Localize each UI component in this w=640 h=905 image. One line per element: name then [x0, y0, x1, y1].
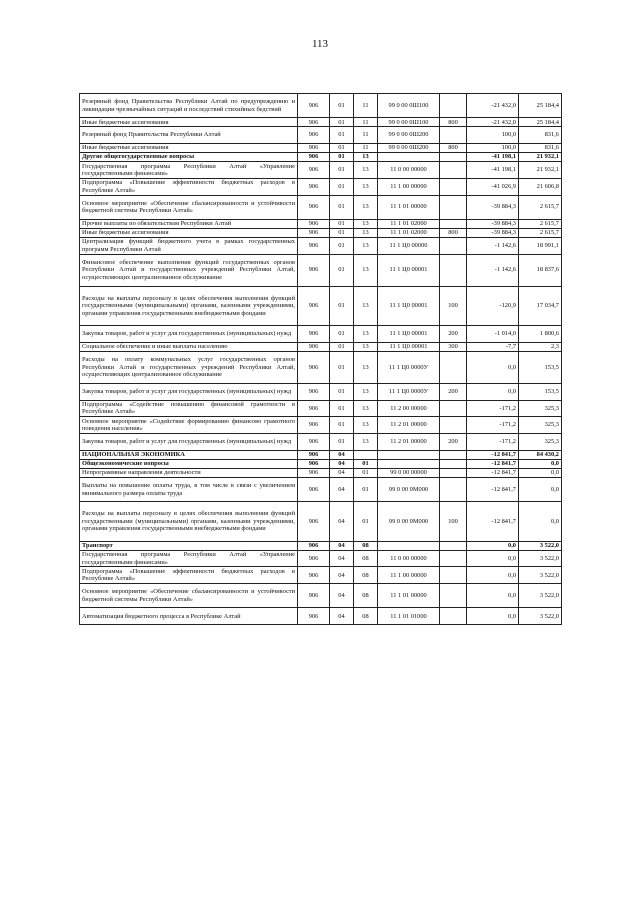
change-amount-cell: 0,0 [467, 351, 519, 383]
change-amount-cell: -12 841,7 [467, 468, 519, 477]
change-amount-cell: -12 841,7 [467, 459, 519, 468]
subsection-cell: 08 [354, 584, 378, 608]
subsection-cell [354, 450, 378, 459]
row-name-cell: Государственная программа Республики Алтай «Управление государственными финансами» [80, 550, 298, 567]
expense-type-cell [440, 584, 467, 608]
expense-type-cell: 200 [440, 433, 467, 450]
section-cell: 01 [330, 178, 354, 195]
change-amount-cell: 100,0 [467, 144, 519, 153]
total-amount-cell: 84 430,2 [519, 450, 562, 459]
table-row [80, 178, 562, 195]
change-amount-cell: -171,2 [467, 400, 519, 417]
section-cell: 01 [330, 94, 354, 118]
table-row [80, 567, 562, 584]
row-name-cell: Закупка товаров, работ и услуг для государственных (муниципальных) нужд [80, 383, 298, 400]
table-row [80, 459, 562, 468]
table-row [80, 342, 562, 351]
total-amount-cell: 831,6 [519, 127, 562, 144]
target-article-cell [378, 459, 440, 468]
row-name-cell: Иные бюджетные ассигнования [80, 144, 298, 153]
subsection-cell: 13 [354, 417, 378, 434]
subsection-cell: 11 [354, 127, 378, 144]
expense-type-cell [440, 417, 467, 434]
total-amount-cell: 25 184,4 [519, 118, 562, 127]
grbs-cell: 906 [298, 94, 330, 118]
table-row [80, 229, 562, 238]
section-cell: 04 [330, 477, 354, 501]
target-article-cell [378, 541, 440, 550]
grbs-cell: 906 [298, 433, 330, 450]
change-amount-cell: -41 198,1 [467, 162, 519, 179]
change-amount-cell: 0,0 [467, 541, 519, 550]
target-article-cell: 11 2 01 00000 [378, 433, 440, 450]
row-name-cell: Государственная программа Республики Алтай «Управление государственными финансами» [80, 162, 298, 179]
target-article-cell: 11 1 01 00000 [378, 195, 440, 219]
total-amount-cell: 1 800,6 [519, 326, 562, 343]
grbs-cell: 906 [298, 541, 330, 550]
grbs-cell: 906 [298, 195, 330, 219]
expense-type-cell: 800 [440, 144, 467, 153]
expense-type-cell [440, 195, 467, 219]
table-row [80, 254, 562, 286]
subsection-cell: 08 [354, 550, 378, 567]
row-name-cell: Социальное обеспечение и иные выплаты населению [80, 342, 298, 351]
subsection-cell: 08 [354, 567, 378, 584]
change-amount-cell: -39 884,3 [467, 229, 519, 238]
section-cell: 04 [330, 608, 354, 625]
table-row [80, 477, 562, 501]
grbs-cell: 906 [298, 342, 330, 351]
row-name-cell: Прочие выплаты по обязательствам Республики Алтай [80, 219, 298, 228]
subsection-cell: 13 [354, 286, 378, 326]
target-article-cell: 99 0 00 0М000 [378, 502, 440, 542]
target-article-cell: 11 1 01 01000 [378, 608, 440, 625]
table-row [80, 153, 562, 162]
total-amount-cell: 3 522,0 [519, 608, 562, 625]
expense-type-cell [440, 450, 467, 459]
section-cell: 01 [330, 118, 354, 127]
row-name-cell: Выплаты на повышение оплаты труда, в том числе в связи с увеличением минимального размера оплаты труда [80, 477, 298, 501]
budget-table [79, 93, 562, 625]
change-amount-cell: -171,2 [467, 417, 519, 434]
expense-type-cell: 800 [440, 118, 467, 127]
total-amount-cell: 3 522,0 [519, 584, 562, 608]
subsection-cell: 11 [354, 144, 378, 153]
subsection-cell: 13 [354, 219, 378, 228]
change-amount-cell: -7,7 [467, 342, 519, 351]
table-row [80, 608, 562, 625]
subsection-cell: 08 [354, 608, 378, 625]
table-row [80, 219, 562, 228]
section-cell: 01 [330, 326, 354, 343]
target-article-cell: 99 0 00 0Ш100 [378, 118, 440, 127]
change-amount-cell: 0,0 [467, 383, 519, 400]
change-amount-cell: -41 198,1 [467, 153, 519, 162]
grbs-cell: 906 [298, 351, 330, 383]
target-article-cell: 11 1 00 00000 [378, 178, 440, 195]
target-article-cell: 99 0 00 0Ш200 [378, 144, 440, 153]
section-cell: 01 [330, 162, 354, 179]
grbs-cell: 906 [298, 162, 330, 179]
target-article-cell: 99 0 00 00000 [378, 468, 440, 477]
table-row [80, 127, 562, 144]
row-name-cell: Транспорт [80, 541, 298, 550]
section-cell: 01 [330, 286, 354, 326]
subsection-cell: 13 [354, 400, 378, 417]
section-cell: 04 [330, 541, 354, 550]
table-row [80, 417, 562, 434]
table-row [80, 351, 562, 383]
target-article-cell [378, 450, 440, 459]
expense-type-cell [440, 468, 467, 477]
total-amount-cell: 3 522,0 [519, 567, 562, 584]
target-article-cell: 11 1 01 00000 [378, 584, 440, 608]
total-amount-cell: 0,0 [519, 468, 562, 477]
expense-type-cell [440, 608, 467, 625]
expense-type-cell: 200 [440, 383, 467, 400]
total-amount-cell: 2,3 [519, 342, 562, 351]
grbs-cell: 906 [298, 584, 330, 608]
total-amount-cell: 0,0 [519, 502, 562, 542]
target-article-cell: 11 0 00 00000 [378, 162, 440, 179]
row-name-cell: Финансовое обеспечение выполнения функций государственных органов Республики Алтай и государственных учреждений Республики Алтай, осуществляющих централизованное обслуживание [80, 254, 298, 286]
expense-type-cell [440, 162, 467, 179]
table-row [80, 118, 562, 127]
subsection-cell: 13 [354, 326, 378, 343]
table-row [80, 584, 562, 608]
table-row [80, 144, 562, 153]
grbs-cell: 906 [298, 567, 330, 584]
table-row [80, 468, 562, 477]
target-article-cell: 99 0 00 0М000 [378, 477, 440, 501]
table-row [80, 400, 562, 417]
expense-type-cell [440, 127, 467, 144]
section-cell: 04 [330, 550, 354, 567]
expense-type-cell [440, 567, 467, 584]
expense-type-cell [440, 94, 467, 118]
row-name-cell: Расходы на выплаты персоналу в целях обеспечения выполнения функций государственными (муниципальными) органами, казенными учреждениями, органами управления государственными внебюджетными фондами [80, 502, 298, 542]
table-row [80, 195, 562, 219]
total-amount-cell: 325,3 [519, 433, 562, 450]
subsection-cell: 13 [354, 433, 378, 450]
section-cell: 04 [330, 584, 354, 608]
change-amount-cell: -12 841,7 [467, 450, 519, 459]
expense-type-cell [440, 153, 467, 162]
subsection-cell: 13 [354, 254, 378, 286]
expense-type-cell [440, 550, 467, 567]
grbs-cell: 906 [298, 153, 330, 162]
change-amount-cell: -1 142,6 [467, 254, 519, 286]
change-amount-cell: -41 026,9 [467, 178, 519, 195]
subsection-cell: 13 [354, 238, 378, 255]
expense-type-cell: 100 [440, 502, 467, 542]
target-article-cell: 11 1 Ц0 00001 [378, 326, 440, 343]
target-article-cell: 11 1 Ц0 00001 [378, 342, 440, 351]
change-amount-cell: -39 884,3 [467, 195, 519, 219]
subsection-cell: 13 [354, 351, 378, 383]
expense-type-cell [440, 459, 467, 468]
subsection-cell: 13 [354, 162, 378, 179]
change-amount-cell: -171,2 [467, 433, 519, 450]
section-cell: 04 [330, 459, 354, 468]
row-name-cell: Подпрограмма «Повышение эффективности бюджетных расходов в Республике Алтай» [80, 178, 298, 195]
table-row [80, 541, 562, 550]
row-name-cell: Основное мероприятие «Обеспечение сбалансированности и устойчивости бюджетной системы Республики Алтай» [80, 195, 298, 219]
grbs-cell: 906 [298, 417, 330, 434]
row-name-cell: Подпрограмма «Содействие повышению финансовой грамотности в Республике Алтай» [80, 400, 298, 417]
row-name-cell: Основное мероприятие «Содействие формированию финансово грамотного поведения населения» [80, 417, 298, 434]
grbs-cell: 906 [298, 468, 330, 477]
grbs-cell: 906 [298, 550, 330, 567]
total-amount-cell: 831,6 [519, 144, 562, 153]
total-amount-cell: 3 522,0 [519, 550, 562, 567]
section-cell: 04 [330, 468, 354, 477]
target-article-cell: 11 1 Ц0 0000У [378, 383, 440, 400]
target-article-cell: 11 1 01 02000 [378, 229, 440, 238]
expense-type-cell [440, 400, 467, 417]
change-amount-cell: 0,0 [467, 567, 519, 584]
subsection-cell: 13 [354, 342, 378, 351]
grbs-cell: 906 [298, 127, 330, 144]
table-row [80, 238, 562, 255]
row-name-cell: Иные бюджетные ассигнования [80, 118, 298, 127]
grbs-cell: 906 [298, 326, 330, 343]
row-name-cell: Резервный фонд Правительства Республики Алтай по предупреждению и ликвидации чрезвычайных ситуаций и последствий стихийных бедствий [80, 94, 298, 118]
row-name-cell: Непрограммные направления деятельности [80, 468, 298, 477]
change-amount-cell: 100,0 [467, 127, 519, 144]
row-name-cell: Расходы на оплату коммунальных услуг государственных органов Республики Алтай и государственных учреждений Республики Алтай, осуществляющих централизованное обслуживание [80, 351, 298, 383]
grbs-cell: 906 [298, 118, 330, 127]
target-article-cell: 11 1 Ц0 0000У [378, 351, 440, 383]
change-amount-cell: -21 432,0 [467, 118, 519, 127]
section-cell: 01 [330, 153, 354, 162]
total-amount-cell: 0,0 [519, 459, 562, 468]
expense-type-cell [440, 254, 467, 286]
row-name-cell: НАЦИОНАЛЬНАЯ ЭКОНОМИКА [80, 450, 298, 459]
table-row [80, 550, 562, 567]
subsection-cell: 13 [354, 153, 378, 162]
target-article-cell: 99 0 00 0Ш100 [378, 94, 440, 118]
change-amount-cell: -12 841,7 [467, 477, 519, 501]
section-cell: 01 [330, 144, 354, 153]
change-amount-cell: -39 884,3 [467, 219, 519, 228]
change-amount-cell: -1 014,0 [467, 326, 519, 343]
expense-type-cell [440, 477, 467, 501]
row-name-cell: Основное мероприятие «Обеспечение сбалансированности и устойчивости бюджетной системы Республики Алтай» [80, 584, 298, 608]
section-cell: 01 [330, 219, 354, 228]
expense-type-cell [440, 541, 467, 550]
row-name-cell: Закупка товаров, работ и услуг для государственных (муниципальных) нужд [80, 326, 298, 343]
change-amount-cell: -120,9 [467, 286, 519, 326]
subsection-cell: 01 [354, 477, 378, 501]
total-amount-cell: 21 932,1 [519, 162, 562, 179]
grbs-cell: 906 [298, 502, 330, 542]
table-row [80, 162, 562, 179]
section-cell: 01 [330, 254, 354, 286]
grbs-cell: 906 [298, 238, 330, 255]
section-cell: 01 [330, 127, 354, 144]
target-article-cell: 11 2 00 00000 [378, 400, 440, 417]
section-cell: 01 [330, 351, 354, 383]
section-cell: 01 [330, 229, 354, 238]
total-amount-cell: 325,3 [519, 417, 562, 434]
subsection-cell: 08 [354, 541, 378, 550]
change-amount-cell: -12 841,7 [467, 502, 519, 542]
target-article-cell: 99 0 00 0Ш200 [378, 127, 440, 144]
subsection-cell: 01 [354, 459, 378, 468]
grbs-cell: 906 [298, 254, 330, 286]
expense-type-cell: 200 [440, 326, 467, 343]
grbs-cell: 906 [298, 608, 330, 625]
table-row [80, 383, 562, 400]
subsection-cell: 13 [354, 178, 378, 195]
target-article-cell [378, 153, 440, 162]
total-amount-cell: 21 932,1 [519, 153, 562, 162]
grbs-cell: 906 [298, 400, 330, 417]
subsection-cell: 13 [354, 195, 378, 219]
section-cell: 01 [330, 342, 354, 351]
section-cell: 04 [330, 567, 354, 584]
table-row [80, 286, 562, 326]
row-name-cell: Иные бюджетные ассигнования [80, 229, 298, 238]
expense-type-cell: 800 [440, 229, 467, 238]
subsection-cell: 13 [354, 229, 378, 238]
row-name-cell: Автоматизация бюджетного процесса в Республике Алтай [80, 608, 298, 625]
grbs-cell: 906 [298, 459, 330, 468]
section-cell: 01 [330, 383, 354, 400]
target-article-cell: 11 0 00 00000 [378, 550, 440, 567]
row-name-cell: Закупка товаров, работ и услуг для государственных (муниципальных) нужд [80, 433, 298, 450]
total-amount-cell: 2 615,7 [519, 229, 562, 238]
row-name-cell: Централизация функций бюджетного учета в рамках государственных программ Республики Алтай [80, 238, 298, 255]
total-amount-cell: 153,5 [519, 383, 562, 400]
row-name-cell: Расходы на выплаты персоналу в целях обеспечения выполнения функций государственными (муниципальными) органами, казенными учреждениями, органами управления государственными внебюджетными фондами [80, 286, 298, 326]
subsection-cell: 01 [354, 468, 378, 477]
total-amount-cell: 2 615,7 [519, 195, 562, 219]
change-amount-cell: 0,0 [467, 608, 519, 625]
total-amount-cell: 25 184,4 [519, 94, 562, 118]
expense-type-cell: 100 [440, 286, 467, 326]
table-row [80, 94, 562, 118]
row-name-cell: Другие общегосударственные вопросы [80, 153, 298, 162]
total-amount-cell: 153,5 [519, 351, 562, 383]
total-amount-cell: 17 034,7 [519, 286, 562, 326]
expense-type-cell [440, 238, 467, 255]
section-cell: 01 [330, 400, 354, 417]
expense-type-cell [440, 351, 467, 383]
row-name-cell: Подпрограмма «Повышение эффективности бюджетных расходов в Республике Алтай» [80, 567, 298, 584]
target-article-cell: 11 1 Ц0 00001 [378, 254, 440, 286]
change-amount-cell: 0,0 [467, 550, 519, 567]
total-amount-cell: 2 615,7 [519, 219, 562, 228]
grbs-cell: 906 [298, 144, 330, 153]
total-amount-cell: 3 522,0 [519, 541, 562, 550]
subsection-cell: 11 [354, 118, 378, 127]
table-row [80, 433, 562, 450]
section-cell: 01 [330, 417, 354, 434]
section-cell: 01 [330, 433, 354, 450]
expense-type-cell [440, 219, 467, 228]
grbs-cell: 906 [298, 383, 330, 400]
target-article-cell: 11 1 01 02000 [378, 219, 440, 228]
subsection-cell: 13 [354, 383, 378, 400]
page-number: 113 [311, 38, 329, 50]
grbs-cell: 906 [298, 450, 330, 459]
grbs-cell: 906 [298, 229, 330, 238]
total-amount-cell: 18 837,6 [519, 254, 562, 286]
section-cell: 01 [330, 195, 354, 219]
target-article-cell: 11 1 00 00000 [378, 567, 440, 584]
section-cell: 01 [330, 238, 354, 255]
grbs-cell: 906 [298, 178, 330, 195]
grbs-cell: 906 [298, 286, 330, 326]
total-amount-cell: 325,3 [519, 400, 562, 417]
subsection-cell: 11 [354, 94, 378, 118]
subsection-cell: 01 [354, 502, 378, 542]
target-article-cell: 11 1 Ц0 00000 [378, 238, 440, 255]
table-row [80, 326, 562, 343]
section-cell: 04 [330, 502, 354, 542]
total-amount-cell: 21 606,8 [519, 178, 562, 195]
table-row [80, 450, 562, 459]
expense-type-cell: 300 [440, 342, 467, 351]
change-amount-cell: -1 142,6 [467, 238, 519, 255]
change-amount-cell: -21 432,0 [467, 94, 519, 118]
row-name-cell: Общеэкономические вопросы [80, 459, 298, 468]
expense-type-cell [440, 178, 467, 195]
row-name-cell: Резервный фонд Правительства Республики Алтай [80, 127, 298, 144]
total-amount-cell: 0,0 [519, 477, 562, 501]
target-article-cell: 11 2 01 00000 [378, 417, 440, 434]
change-amount-cell: 0,0 [467, 584, 519, 608]
total-amount-cell: 18 991,1 [519, 238, 562, 255]
section-cell: 04 [330, 450, 354, 459]
table-row [80, 502, 562, 542]
target-article-cell: 11 1 Ц0 00001 [378, 286, 440, 326]
table-body [80, 94, 562, 625]
grbs-cell: 906 [298, 477, 330, 501]
grbs-cell: 906 [298, 219, 330, 228]
